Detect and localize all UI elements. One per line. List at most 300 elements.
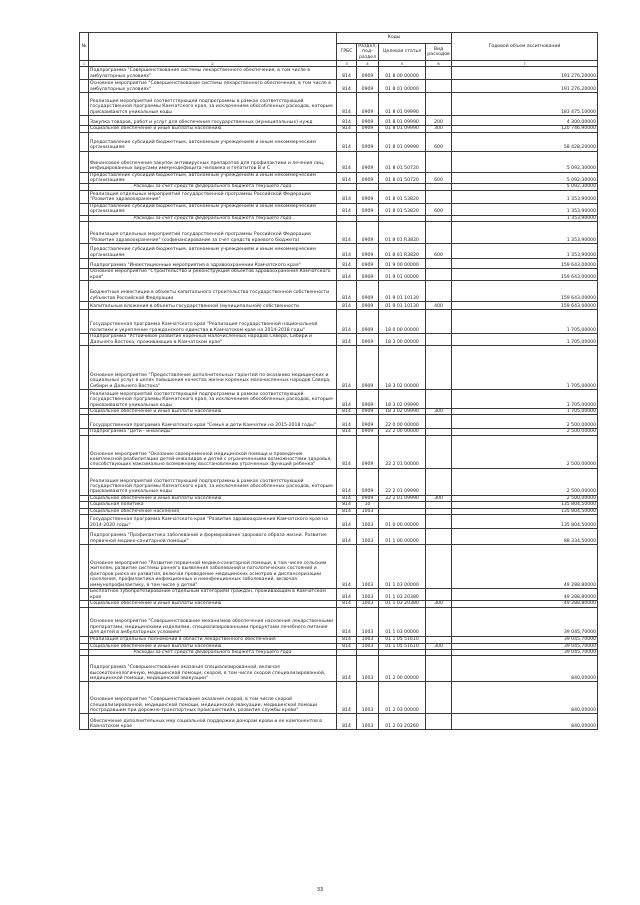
row-name-cell: Реализация отдельных мероприятий государственной программы Российской Федерации "Развитие здравоохранения" (софинансирование за счет средств краевого бюджета) [89, 222, 337, 244]
row-kind-cell [426, 656, 452, 682]
row-name-cell: Подпрограмма "Дети - инвалиды" [89, 429, 337, 435]
header-name [89, 33, 337, 61]
row-amount-cell: 2 500,00000 [452, 468, 598, 495]
row-amount-cell: 1 353,90000 [452, 190, 598, 203]
row-kind-cell [426, 714, 452, 730]
row-name-cell: Предоставление субсидий бюджетным, автономным учреждениям и иным некоммерческим организациям [89, 203, 337, 215]
row-name-cell: Капитальные вложения в объекты государственной (муниципальной) собственности [89, 302, 337, 310]
row-grbs-cell: 814 [337, 244, 357, 259]
row-amount-cell: 2 500,00000 [452, 415, 598, 429]
row-number-cell [80, 172, 89, 184]
row-number-cell [80, 589, 89, 601]
row-number-cell [80, 281, 89, 302]
row-section-cell: 1003 [357, 515, 379, 529]
row-kind-cell [426, 529, 452, 545]
row-kind-cell [426, 334, 452, 346]
row-name-cell: Основное мероприятие "Совершенствование механизмов обеспечения населения лекарственными препаратами, медицинскими изделиями, специализированными продуктами лечебного питания для детей в амбулаторных условиях" [89, 607, 337, 636]
row-kind-cell [426, 636, 452, 643]
row-grbs-cell: 814 [337, 132, 357, 151]
row-grbs-cell: 814 [337, 415, 357, 429]
table-row [80, 435, 598, 468]
row-target-cell: 01 8 01 50720 [379, 151, 426, 172]
row-target-cell: 01 1 00 00000 [379, 529, 426, 545]
row-section-cell: 0909 [357, 151, 379, 172]
row-grbs-cell: 814 [337, 435, 357, 468]
table-row [80, 607, 598, 636]
row-target-cell: 01 8 01 53820 [379, 190, 426, 203]
row-amount-cell: 49 288,80000 [452, 589, 598, 601]
row-section-cell: 1003 [357, 636, 379, 643]
row-section-cell: 0909 [357, 172, 379, 184]
row-section-cell: 0909 [357, 244, 379, 259]
row-kind-cell [426, 281, 452, 302]
row-grbs-cell: 814 [337, 643, 357, 649]
row-kind-cell [426, 589, 452, 601]
row-amount-cell: 58 428,20000 [452, 132, 598, 151]
row-name-cell: Социальное обеспечение населения [89, 508, 337, 514]
table-row [80, 636, 598, 643]
row-name-cell: Реализация отдельных мероприятий государственной программы Российской Федерации "Развитие здравоохранения" [89, 190, 337, 203]
row-kind-cell [426, 607, 452, 636]
row-grbs-cell: 814 [337, 636, 357, 643]
row-number-cell [80, 515, 89, 529]
table-row [80, 151, 598, 172]
row-kind-cell [426, 151, 452, 172]
row-target-cell: 01 0 00 00000 [379, 515, 426, 529]
row-amount-cell: 159 643,00000 [452, 302, 598, 310]
table-row [80, 67, 598, 80]
row-number-cell [80, 132, 89, 151]
row-grbs-cell: 814 [337, 515, 357, 529]
row-amount-cell: 39 045,70000 [452, 636, 598, 643]
row-grbs-cell: 814 [337, 502, 357, 508]
row-grbs-cell: 814 [337, 93, 357, 116]
row-name-cell: Основное мероприятие "Оказание своевременной медицинской помощи и проведение комплексной реабилитации детей-инвалидов и детей с ограниченными возможностями здоровья, способствующих максимально возможному восстановлению утраченных функций ребенка" [89, 435, 337, 468]
row-grbs-cell: 814 [337, 259, 357, 269]
table-row [80, 172, 598, 184]
row-amount-cell: 135 804,50000 [452, 508, 598, 514]
row-number-cell [80, 636, 89, 643]
row-kind-cell [426, 435, 452, 468]
row-grbs-cell: 814 [337, 190, 357, 203]
table-row [80, 281, 598, 302]
row-amount-cell: 191 276,20000 [452, 67, 598, 80]
table-row [80, 93, 598, 116]
row-section-cell: 1003 [357, 682, 379, 714]
row-target-cell: 01 8 01 53820 [379, 203, 426, 215]
row-number-cell [80, 346, 89, 390]
row-kind-cell: 600 [426, 203, 452, 215]
header-section: Раздел, под-раздел [358, 44, 377, 60]
row-grbs-cell: 814 [337, 310, 357, 334]
row-name-cell: Государственная программа Камчатского края "Реализация государственной национальной политики и укрепление гражданского единства в Камчатском крае на 2014-2018 годы" [89, 310, 337, 334]
row-amount-cell: 159 643,00000 [452, 281, 598, 302]
row-section-cell: 0909 [357, 415, 379, 429]
header-codes: Коды [337, 33, 452, 44]
table-row [80, 415, 598, 429]
row-grbs-cell: 814 [337, 203, 357, 215]
row-grbs-cell: 814 [337, 126, 357, 132]
row-number-cell [80, 151, 89, 172]
row-section-cell: 0909 [357, 116, 379, 126]
row-amount-cell: 1 705,00000 [452, 390, 598, 409]
row-number-cell [80, 656, 89, 682]
row-amount-cell: 840,00000 [452, 682, 598, 714]
row-number-cell [80, 269, 89, 281]
row-target-cell: 01 9 01 10130 [379, 302, 426, 310]
table-row [80, 468, 598, 495]
row-name-cell: Основное мероприятие "Совершенствование системы лекарственного обеспечения, в том числе в амбулаторных условиях" [89, 80, 337, 93]
row-target-cell: 18 3 02 09990 [379, 390, 426, 409]
row-name-cell: Расходы за счет средств федерального бюджета текущего года [89, 215, 337, 221]
row-target-cell: 01 8 01 09990 [379, 93, 426, 116]
row-name-cell: Предоставление субсидий бюджетным, автономным учреждениям и иным некоммерческим организациям [89, 172, 337, 184]
row-grbs-cell: 814 [337, 601, 357, 607]
row-target-cell: 18 0 00 00000 [379, 310, 426, 334]
column-number: 7 [452, 61, 598, 67]
row-target-cell: 22 2 01 09990 [379, 495, 426, 501]
row-target-cell: 18 3 02 09990 [379, 409, 426, 415]
row-grbs-cell: 814 [337, 656, 357, 682]
row-section-cell: 1003 [357, 607, 379, 636]
row-kind-cell: 300 [426, 495, 452, 501]
row-grbs-cell: 814 [337, 281, 357, 302]
row-kind-cell: 300 [426, 601, 452, 607]
row-grbs-cell: 814 [337, 508, 357, 514]
header-amount: Годовой объем ассигнований [452, 33, 598, 61]
row-target-cell: 22 2 01 09990 [379, 468, 426, 495]
row-kind-cell [426, 545, 452, 589]
table-row [80, 515, 598, 529]
row-section-cell: 0909 [357, 409, 379, 415]
row-grbs-cell: 814 [337, 714, 357, 730]
row-number-cell [80, 334, 89, 346]
column-number: 3 [337, 61, 357, 67]
row-target-cell: 01 8 01 09990 [379, 126, 426, 132]
row-name-cell: Подпрограмма "Совершенствование оказания специализированной, включая высокотехнологичную, медицинской помощи, скорой, в том числе скорой специализированной, медицинской помощи, медицинской эвакуации" [89, 656, 337, 682]
row-name-cell: Закупка товаров, работ и услуг для обеспечения государственных (муниципальных) нужд [89, 116, 337, 126]
row-amount-cell: 840,00000 [452, 656, 598, 682]
row-amount-cell: 191 276,20000 [452, 80, 598, 93]
row-section-cell: 10 [357, 502, 379, 508]
table-row [80, 244, 598, 259]
row-kind-cell [426, 259, 452, 269]
row-number-cell [80, 310, 89, 334]
row-kind-cell [426, 468, 452, 495]
row-kind-cell [426, 222, 452, 244]
row-number-cell [80, 529, 89, 545]
row-amount-cell: 88 334,50000 [452, 529, 598, 545]
row-section-cell: 0909 [357, 429, 379, 435]
column-number: 2 [89, 61, 337, 67]
row-number-cell [80, 415, 89, 429]
row-grbs-cell: 814 [337, 495, 357, 501]
row-amount-cell: 49 288,80000 [452, 545, 598, 589]
row-kind-cell: 600 [426, 132, 452, 151]
row-amount-cell: 4 300,00000 [452, 116, 598, 126]
row-number-cell [80, 390, 89, 409]
row-grbs-cell: 814 [337, 67, 357, 80]
row-section-cell: 1003 [357, 589, 379, 601]
page-number: 33 [316, 887, 324, 893]
row-number-cell [80, 545, 89, 589]
row-target-cell: 01 2 03 00000 [379, 682, 426, 714]
row-kind-cell [426, 80, 452, 93]
row-target-cell: 01 8 01 50720 [379, 172, 426, 184]
row-target-cell: 01 1 03 00000 [379, 607, 426, 636]
row-amount-cell: 2 500,00000 [452, 435, 598, 468]
row-target-cell: 01 1 03 00000 [379, 545, 426, 589]
row-amount-cell: 159 643,00000 [452, 269, 598, 281]
row-target-cell: 01 1 05 51610 [379, 636, 426, 643]
table-row [80, 269, 598, 281]
row-name-cell: Социальное обеспечение и иные выплаты населению [89, 409, 337, 415]
row-kind-cell [426, 93, 452, 116]
table-row [80, 656, 598, 682]
row-name-cell: Социальное обеспечение и иные выплаты населению [89, 601, 337, 607]
row-amount-cell: 840,00000 [452, 714, 598, 730]
row-name-cell: Расходы за счет средств федерального бюджета текущего года [89, 649, 337, 655]
row-kind-cell: 300 [426, 409, 452, 415]
row-section-cell: 0909 [357, 203, 379, 215]
row-grbs-cell: 814 [337, 682, 357, 714]
row-number-cell [80, 93, 89, 116]
row-name-cell: Социальная политика [89, 502, 337, 508]
table-row [80, 259, 598, 269]
row-section-cell: 1003 [357, 529, 379, 545]
table-row [80, 116, 598, 126]
row-grbs-cell: 814 [337, 222, 357, 244]
row-kind-cell [426, 515, 452, 529]
table-row [80, 222, 598, 244]
row-section-cell: 0909 [357, 190, 379, 203]
row-name-cell: Предоставление субсидий бюджетным, автономным учреждениям и иным некоммерческим организациям [89, 132, 337, 151]
row-amount-cell: 2 500,00000 [452, 429, 598, 435]
table-body [80, 67, 598, 730]
row-kind-cell: 300 [426, 126, 452, 132]
row-kind-cell: 300 [426, 643, 452, 649]
row-target-cell: 01 8 00 00000 [379, 67, 426, 80]
row-grbs-cell: 814 [337, 429, 357, 435]
row-amount-cell: 49 288,80000 [452, 601, 598, 607]
row-section-cell: 0909 [357, 435, 379, 468]
row-amount-cell: 1 705,00000 [452, 310, 598, 334]
row-name-cell: Социальное обеспечение и иные выплаты населению [89, 495, 337, 501]
row-kind-cell [426, 190, 452, 203]
row-target-cell: 01 9 00 00000 [379, 259, 426, 269]
row-grbs-cell: 814 [337, 151, 357, 172]
row-section-cell: 1003 [357, 656, 379, 682]
row-amount-cell: 5 092,30000 [452, 151, 598, 172]
row-amount-cell: 1 705,00000 [452, 334, 598, 346]
row-grbs-cell: 814 [337, 390, 357, 409]
row-name-cell: Подпрограмма "Профилактика заболеваний и формирование здорового образа жизни. Развитие первичной медико-санитарной помощи" [89, 529, 337, 545]
row-target-cell: 22 2 00 00000 [379, 429, 426, 435]
header-target: Целевая статья [379, 44, 426, 61]
row-amount-cell: 1 353,90000 [452, 244, 598, 259]
table-row [80, 190, 598, 203]
row-target-cell: 01 1 03 20380 [379, 601, 426, 607]
row-name-cell: Основное мероприятие "Строительство и реконструкция объектов здравоохранения Камчатского края" [89, 269, 337, 281]
row-name-cell: Предоставление субсидий бюджетным, автономным учреждениям и иным некоммерческим организациям [89, 244, 337, 259]
table-row [80, 682, 598, 714]
row-name-cell: Реализация мероприятий соответствующей подпрограммы в рамках соответствующей государственной программы Камчатского края, за исключением обособленных расходов, которым присваиваются уникальные коды [89, 390, 337, 409]
row-amount-cell: 1 705,00000 [452, 346, 598, 390]
row-amount-cell: 120 746,90000 [452, 126, 598, 132]
row-number-cell [80, 190, 89, 203]
row-kind-cell: 400 [426, 302, 452, 310]
row-kind-cell [426, 390, 452, 409]
table-row [80, 203, 598, 215]
row-target-cell: 01 2 03 20260 [379, 714, 426, 730]
row-section-cell: 0909 [357, 310, 379, 334]
row-section-cell: 0909 [357, 222, 379, 244]
row-grbs-cell: 814 [337, 172, 357, 184]
row-number-cell [80, 302, 89, 310]
table-row [80, 529, 598, 545]
row-amount-cell: 1 353,90000 [452, 222, 598, 244]
row-section-cell: 0909 [357, 281, 379, 302]
row-section-cell: 0909 [357, 495, 379, 501]
row-grbs-cell: 814 [337, 302, 357, 310]
column-number: 6 [426, 61, 452, 67]
budget-allocation-table [79, 32, 598, 730]
header-number: № [80, 33, 89, 61]
row-amount-cell: 2 500,00000 [452, 495, 598, 501]
row-grbs-cell: 814 [337, 529, 357, 545]
header-kind: Вид расходов [426, 44, 452, 61]
row-name-cell: Реализация мероприятий соответствующей подпрограммы в рамках соответствующей государственной программы Камчатского края, за исключением обособленных расходов, которым присваиваются уникальные коды [89, 93, 337, 116]
row-kind-cell: 600 [426, 172, 452, 184]
row-number-cell [80, 607, 89, 636]
row-kind-cell [426, 346, 452, 390]
row-name-cell: Социальное обеспечение и иные выплаты населению [89, 643, 337, 649]
row-grbs-cell: 814 [337, 545, 357, 589]
row-name-cell: Социальное обеспечение и иные выплаты населению [89, 126, 337, 132]
row-section-cell: 0909 [357, 93, 379, 116]
row-name-cell: Реализация мероприятий соответствующей подпрограммы в рамках соответствующей государственной программы Камчатского края, за исключением обособленных расходов, которым присваиваются уникальные коды [89, 468, 337, 495]
row-grbs-cell: 814 [337, 409, 357, 415]
row-name-cell: Обеспечение дополнительных мер социальной поддержки донорам крови и ее компонентов в Камчатском крае [89, 714, 337, 730]
row-target-cell: 01 8 01 09990 [379, 116, 426, 126]
header-grbs: ГРБС [337, 44, 357, 61]
row-amount-cell: 135 804,50000 [452, 502, 598, 508]
row-grbs-cell: 814 [337, 334, 357, 346]
row-name-cell: Бесплатное зубопротезирование отдельным категориям граждан, проживающим в Камчатском крае [89, 589, 337, 601]
row-section-cell: 1003 [357, 714, 379, 730]
row-number-cell [80, 222, 89, 244]
row-target-cell: 22 0 00 00000 [379, 415, 426, 429]
row-section-cell: 1003 [357, 643, 379, 649]
row-amount-cell: 1 353,90000 [452, 203, 598, 215]
row-amount-cell: 135 804,50000 [452, 515, 598, 529]
row-target-cell: 01 8 01 00000 [379, 80, 426, 93]
row-amount-cell: 39 045,70000 [452, 649, 598, 655]
row-section-cell: 0909 [357, 80, 379, 93]
row-target-cell: 01 8 01 R3820 [379, 222, 426, 244]
row-grbs-cell: 814 [337, 269, 357, 281]
row-name-cell: Государственная программа Камчатского края "Развитие здравоохранения Камчатского края на 2014-2020 годы" [89, 515, 337, 529]
row-number-cell [80, 67, 89, 80]
row-section-cell: 0909 [357, 302, 379, 310]
row-kind-cell [426, 310, 452, 334]
row-number-cell [80, 259, 89, 269]
table-row [80, 346, 598, 390]
table-row [80, 310, 598, 334]
row-section-cell: 0909 [357, 259, 379, 269]
row-section-cell: 1003 [357, 545, 379, 589]
table-row [80, 334, 598, 346]
row-name-cell: Финансовое обеспечение закупок антивирусных препаратов для профилактики и лечения лиц, инфицированных вирусами иммунодефицита человека и гепатитов В и С [89, 151, 337, 172]
row-section-cell: 1003 [357, 508, 379, 514]
row-name-cell: Бюджетные инвестиции в объекты капитального строительства государственной собственности субъектов Российской Федерации [89, 281, 337, 302]
row-amount-cell: 5 092,30000 [452, 184, 598, 190]
row-section-cell: 0909 [357, 67, 379, 80]
row-kind-cell [426, 415, 452, 429]
row-amount-cell: 159 643,00000 [452, 259, 598, 269]
column-number: 1 [80, 61, 89, 67]
row-kind-cell [426, 269, 452, 281]
row-target-cell: 01 8 01 09990 [379, 132, 426, 151]
row-amount-cell: 1 705,00000 [452, 409, 598, 415]
row-target-cell: 18 3 00 00000 [379, 334, 426, 346]
row-section-cell: 0909 [357, 126, 379, 132]
row-kind-cell [426, 67, 452, 80]
row-grbs-cell: 814 [337, 607, 357, 636]
row-section-cell: 0909 [357, 269, 379, 281]
row-grbs-cell: 814 [337, 116, 357, 126]
row-target-cell: 01 8 01 R3820 [379, 244, 426, 259]
row-number-cell [80, 435, 89, 468]
row-target-cell: 01 1 05 51610 [379, 643, 426, 649]
row-grbs-cell: 814 [337, 80, 357, 93]
row-amount-cell: 39 045,70000 [452, 643, 598, 649]
row-number-cell [80, 714, 89, 730]
row-section-cell: 0909 [357, 468, 379, 495]
row-number-cell [80, 244, 89, 259]
table-row [80, 714, 598, 730]
row-kind-cell [426, 682, 452, 714]
row-grbs-cell: 814 [337, 468, 357, 495]
row-target-cell: 01 1 03 20380 [379, 589, 426, 601]
row-section-cell: 0909 [357, 346, 379, 390]
row-section-cell: 0909 [357, 390, 379, 409]
row-name-cell: Основное мероприятие "Предоставление дополнительных гарантий по оказанию медицинских и социальных услуг в целях повышения качества жизни коренных малочисленных народов Севера, Сибири и Дальнего Востока" [89, 346, 337, 390]
row-amount-cell: 5 092,30000 [452, 172, 598, 184]
table-row [80, 390, 598, 409]
row-target-cell: 18 3 02 00000 [379, 346, 426, 390]
table-row [80, 132, 598, 151]
row-number-cell [80, 468, 89, 495]
row-name-cell: Основное мероприятие "Развитие первичной медико-санитарной помощи, в том числе сельским жителям, развитие системы раннего выявления заболеваний и патологических состояний и факторов риска их развития, включая проведение медицинских осмотров и диспансеризации населения, профилактика инфекционных и неинфекционных заболеваний, включая иммунопрофилактику, в том числе у детей" [89, 545, 337, 589]
row-amount-cell: 1 353,90000 [452, 215, 598, 221]
row-section-cell: 1003 [357, 601, 379, 607]
row-target-cell: 01 9 01 10130 [379, 281, 426, 302]
row-amount-cell: 183 475,10000 [452, 93, 598, 116]
row-target-cell: 01 2 00 00000 [379, 656, 426, 682]
row-name-cell: Подпрограмма "Устойчивое развитие коренных малочисленных народов Севера, Сибири и Дальнего Востока, проживающих в Камчатском крае" [89, 334, 337, 346]
row-name-cell: Подпрограмма "Инвестиционные мероприятия в здравоохранении Камчатского края" [89, 259, 337, 269]
row-number-cell [80, 203, 89, 215]
table-row [80, 589, 598, 601]
row-section-cell: 0909 [357, 334, 379, 346]
row-number-cell [80, 116, 89, 126]
row-number-cell [80, 80, 89, 93]
column-number: 5 [379, 61, 426, 67]
row-name-cell: Реализация отдельных полномочий в области лекарственного обеспечения [89, 636, 337, 643]
row-section-cell: 0909 [357, 132, 379, 151]
row-name-cell: Подпрограмма "Совершенствование системы лекарственного обеспечения, в том числе в амбулаторных условиях" [89, 67, 337, 80]
